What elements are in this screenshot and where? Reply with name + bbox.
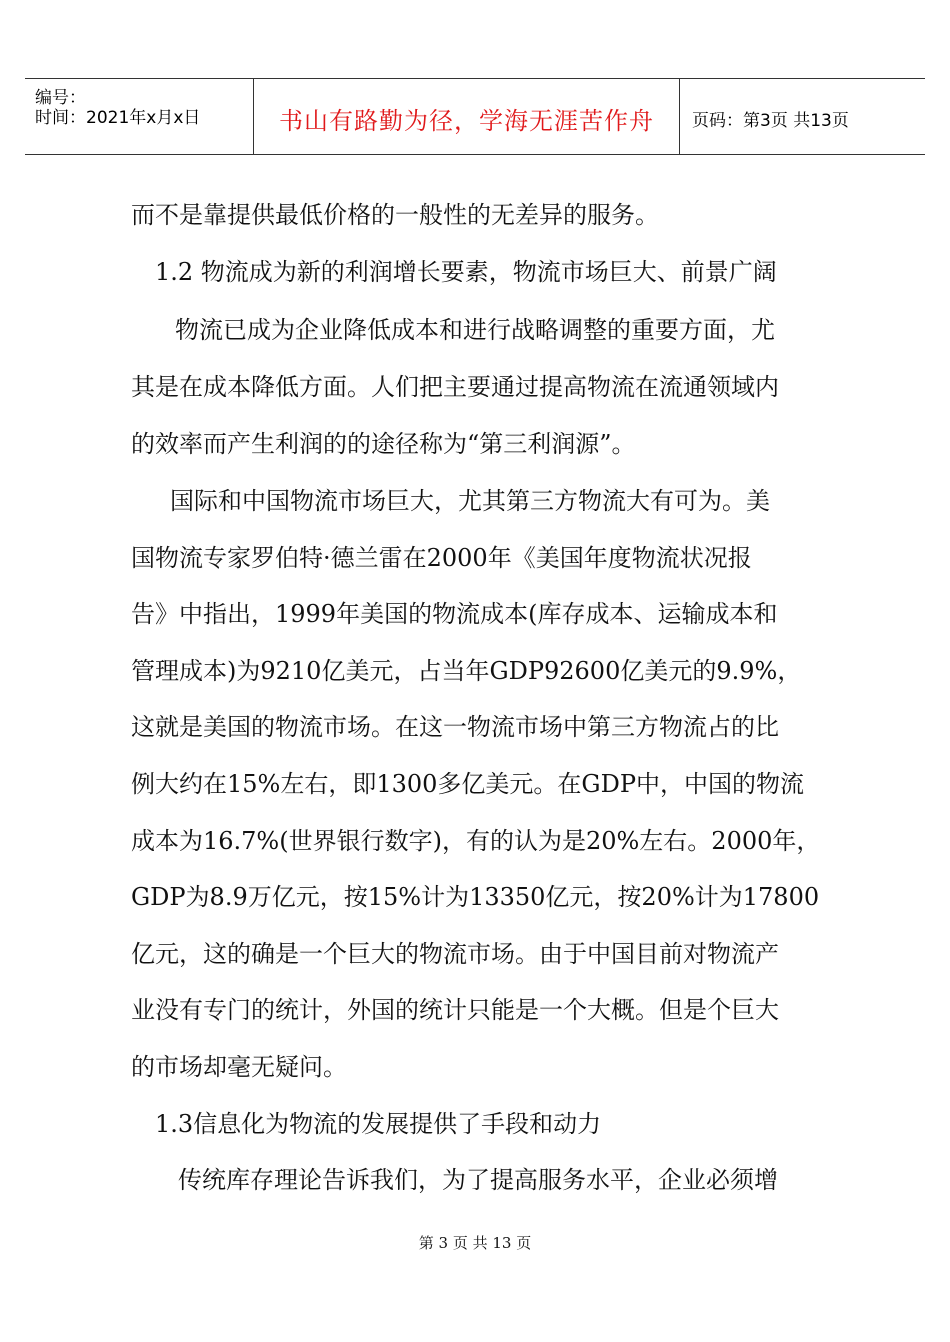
header-motto-cell [254,79,680,154]
body-line: 国物流专家罗伯特·德兰雷在2000年《美国年度物流状况报 [131,544,752,572]
page-footer: 第 3 页 共 13 页 [418,1234,532,1252]
document-time-label: 时间：2021年x月x日 [35,108,201,128]
header-info-cell [25,79,254,154]
body-line: 国际和中国物流市场巨大，尤其第三方物流大有可为。美 [170,487,770,515]
page-header [25,78,925,155]
header-motto: 书山有路勤为径，学海无涯苦作舟 [279,107,654,135]
body-line: 而不是靠提供最低价格的一般性的无差异的服务。 [131,201,659,229]
body-line: 物流已成为企业降低成本和进行战略调整的重要方面，尤 [175,316,775,344]
body-line: 业没有专门的统计，外国的统计只能是一个大概。但是个巨大 [131,996,779,1024]
body-line: GDP为8.9万亿元，按15%计为13350亿元，按20%计为17800 [131,883,820,911]
body-line: 这就是美国的物流市场。在这一物流市场中第三方物流占的比 [131,713,779,741]
section-heading-1-2: 1.2 物流成为新的利润增长要素，物流市场巨大、前景广阔 [155,258,777,286]
section-heading-1-3: 1.3信息化为物流的发展提供了手段和动力 [155,1110,602,1138]
document-number-label: 编号： [35,88,86,108]
body-line: 亿元，这的确是一个巨大的物流市场。由于中国目前对物流产 [131,940,779,968]
body-line: 告》中指出，1999年美国的物流成本(库存成本、运输成本和 [131,600,778,628]
body-line: 例大约在15%左右，即1300多亿美元。在GDP中，中国的物流 [131,770,804,798]
body-line: 的市场却毫无疑问。 [131,1053,347,1081]
body-line: 其是在成本降低方面。人们把主要通过提高物流在流通领域内 [131,373,779,401]
body-line: 传统库存理论告诉我们，为了提高服务水平，企业必须增 [178,1166,778,1194]
body-line: 成本为16.7%(世界银行数字)，有的认为是20%左右。2000年， [131,827,821,855]
body-line: 的效率而产生利润的的途径称为“第三利润源”。 [131,430,636,458]
header-page-code: 页码：第3页 共13页 [692,111,849,131]
header-page-cell [680,79,925,154]
body-line: 管理成本)为9210亿美元，占当年GDP92600亿美元的9.9%， [131,657,802,685]
